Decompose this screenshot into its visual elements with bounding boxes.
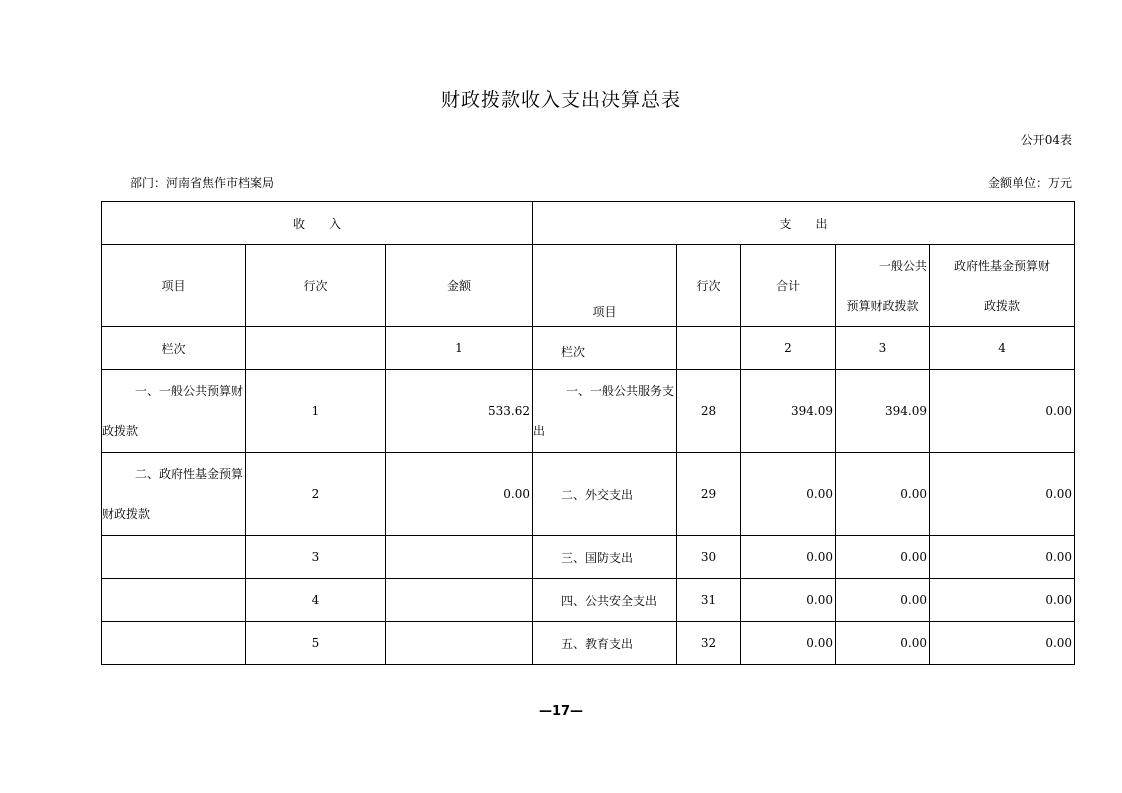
table-row <box>102 536 1075 579</box>
expense-row-no: 32 <box>677 622 741 665</box>
expense-row-no: 28 <box>677 370 741 453</box>
column-header-row <box>102 245 1075 327</box>
unit-label: 金额单位：万元 <box>987 176 1072 190</box>
income-item-line1: 二、政府性基金预算 <box>134 467 243 481</box>
income-amount <box>386 622 533 665</box>
section-header-row <box>102 202 1075 245</box>
income-amount: 0.00 <box>386 453 533 536</box>
table-row <box>102 370 1075 453</box>
fund-value: 0.00 <box>930 370 1075 453</box>
income-item-line2: 政拨款 <box>102 424 139 438</box>
budget-table <box>101 201 1075 665</box>
total-value: 394.09 <box>741 370 836 453</box>
income-item <box>102 579 246 622</box>
general-value: 0.00 <box>836 453 930 536</box>
fund-budget-header <box>930 245 1075 327</box>
income-amount-header: 金额 <box>386 245 533 327</box>
department-label: 部门：河南省焦作市档案局 <box>130 176 275 190</box>
expense-row-no-header: 行次 <box>677 245 741 327</box>
income-item <box>102 536 246 579</box>
income-amount <box>386 579 533 622</box>
expense-item <box>533 370 677 453</box>
general-value: 394.09 <box>836 370 930 453</box>
expense-header: 支 出 <box>533 202 1075 245</box>
fund-value: 0.00 <box>930 536 1075 579</box>
column-number-row <box>102 327 1075 370</box>
total-value: 0.00 <box>741 579 836 622</box>
expense-row-no: 29 <box>677 453 741 536</box>
general-value: 0.00 <box>836 536 930 579</box>
fund-budget-header-line2: 政拨款 <box>984 298 1021 313</box>
general-value: 0.00 <box>836 579 930 622</box>
expense-item: 五、教育支出 <box>533 622 677 665</box>
empty-cell <box>246 327 386 370</box>
total-value: 0.00 <box>741 536 836 579</box>
column-no-1: 1 <box>386 327 533 370</box>
income-item <box>102 622 246 665</box>
total-header: 合计 <box>741 245 836 327</box>
column-no-3: 3 <box>836 327 930 370</box>
fund-value: 0.00 <box>930 579 1075 622</box>
empty-cell <box>677 327 741 370</box>
income-amount <box>386 536 533 579</box>
fund-value: 0.00 <box>930 453 1075 536</box>
page-number: —17— <box>538 704 584 719</box>
column-no-4: 4 <box>930 327 1075 370</box>
expense-row-no: 30 <box>677 536 741 579</box>
general-budget-header <box>836 245 930 327</box>
fund-budget-header-line1: 政府性基金预算财 <box>954 258 1051 273</box>
income-row-no: 3 <box>246 536 386 579</box>
income-row-no: 2 <box>246 453 386 536</box>
income-header: 收 入 <box>102 202 533 245</box>
expense-item-line2: 出 <box>533 424 546 438</box>
income-amount: 533.62 <box>386 370 533 453</box>
expense-column-label: 栏次 <box>533 327 677 370</box>
general-budget-header-line2: 预算财政拨款 <box>846 298 919 313</box>
income-row-no-header: 行次 <box>246 245 386 327</box>
expense-item: 四、公共安全支出 <box>533 579 677 622</box>
total-value: 0.00 <box>741 453 836 536</box>
income-item-line2: 财政拨款 <box>102 507 151 521</box>
total-value: 0.00 <box>741 622 836 665</box>
income-item <box>102 453 246 536</box>
income-row-no: 1 <box>246 370 386 453</box>
expense-item-header: 项目 <box>533 245 677 327</box>
income-item-header: 项目 <box>102 245 246 327</box>
column-label: 栏次 <box>102 327 246 370</box>
table-row <box>102 453 1075 536</box>
table-row <box>102 622 1075 665</box>
income-row-no: 4 <box>246 579 386 622</box>
income-row-no: 5 <box>246 622 386 665</box>
column-no-2: 2 <box>741 327 836 370</box>
form-number: 公开04表 <box>1020 133 1072 147</box>
fund-value: 0.00 <box>930 622 1075 665</box>
expense-item: 二、外交支出 <box>533 453 677 536</box>
general-value: 0.00 <box>836 622 930 665</box>
income-item <box>102 370 246 453</box>
page-title: 财政拨款收入支出决算总表 <box>440 89 681 111</box>
expense-row-no: 31 <box>677 579 741 622</box>
expense-item: 三、国防支出 <box>533 536 677 579</box>
general-budget-header-line1: 一般公共 <box>878 258 927 273</box>
income-item-line1: 一、一般公共预算财 <box>134 384 243 398</box>
table-row <box>102 579 1075 622</box>
expense-item-line1: 一、一般公共服务支 <box>565 384 674 398</box>
